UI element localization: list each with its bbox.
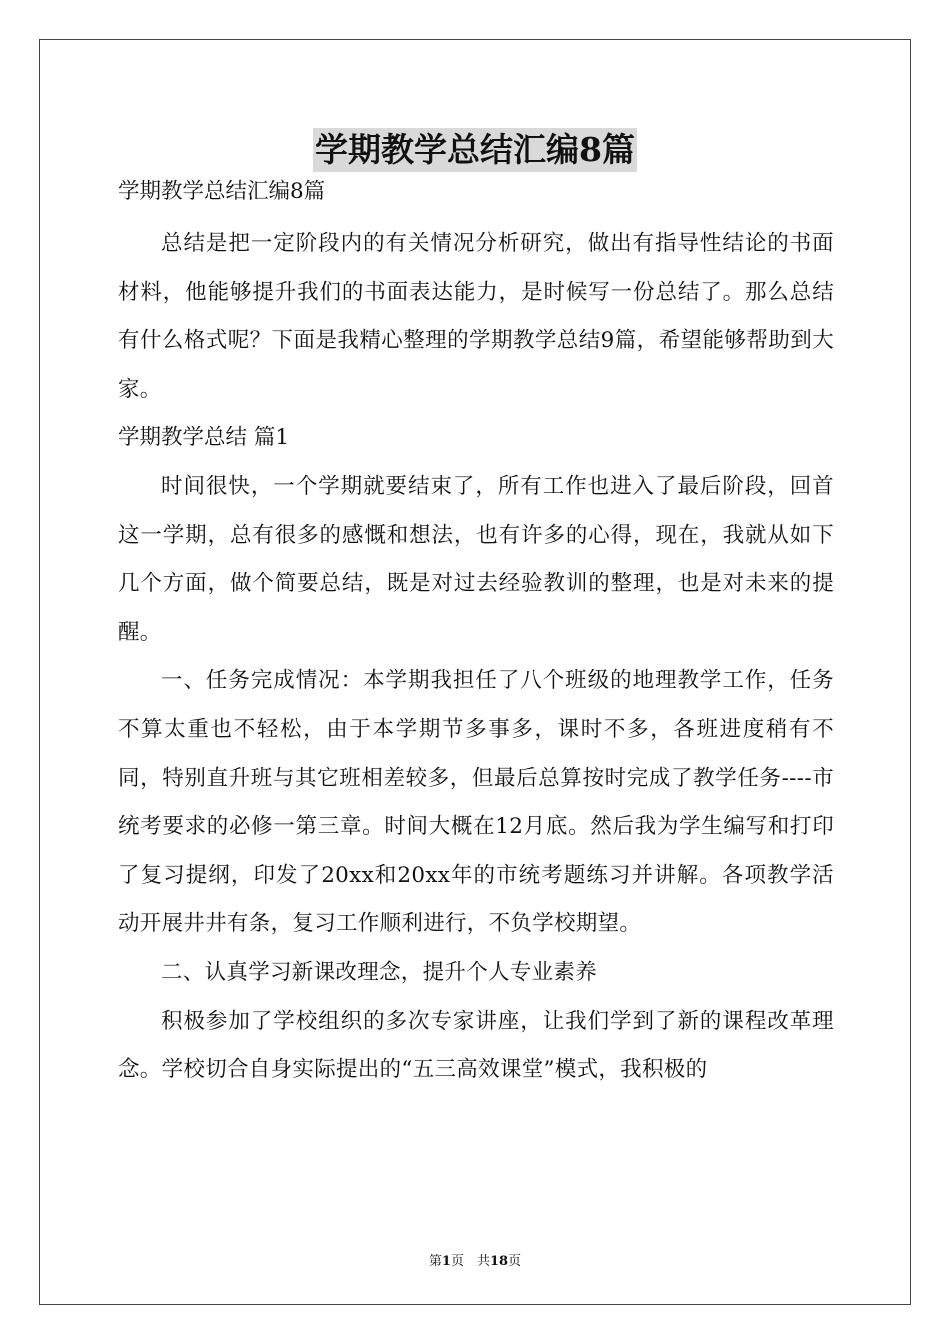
document-subtitle: 学期教学总结汇编8篇: [118, 179, 326, 204]
paragraph-4: 积极参加了学校组织的多次专家讲座，让我们学到了新的课程改革理念。学校切合自身实际提出的“五三高效课堂”模式，我积极的: [118, 1008, 834, 1083]
footer-page-mid: 页 共: [450, 1254, 490, 1269]
paragraph-3: 二、认真学习新课改理念，提升个人专业素养: [161, 959, 598, 985]
footer-page-prefix: 第: [428, 1254, 442, 1269]
footer-page-suffix: 页: [508, 1254, 522, 1269]
intro-paragraph: 总结是把一定阶段内的有关情况分析研究，做出有指导性结论的书面材料，他能够提升我们的书面表达能力，是时候写一份总结了。那么总结有什么格式呢？下面是我精心整理的学期教学总结9篇，希望能够帮助到大家。: [118, 231, 834, 402]
document-title: 学期教学总结汇编8篇: [313, 128, 637, 172]
footer-page-total: 18: [489, 1254, 509, 1269]
title-container: [0, 128, 950, 172]
paragraph-2: 一、任务完成情况：本学期我担任了八个班级的地理教学工作，任务不算太重也不轻松，由于本学期节多事多，课时不多，各班进度稍有不同，特别直升班与其它班相差较多，但最后总算按时完成了教学任务----市统考要求的必修一第三章。时间大概在12月底。然后我为学生编写和打印了复习提纲，印发了20xx和20xx年的市统考题练习并讲解。各项教学活动开展井井有条，复习工作顺利进行，不负学校期望。: [118, 668, 834, 937]
section-heading: 学期教学总结 篇1: [118, 425, 290, 451]
paragraph-1: 时间很快，一个学期就要结束了，所有工作也进入了最后阶段，回首这一学期，总有很多的感慨和想法，也有许多的心得，现在，我就从如下几个方面，做个简要总结，既是对过去经验教训的整理，也是对未来的提醒。: [118, 473, 834, 645]
document-body: [118, 180, 834, 1095]
page-footer: [0, 1250, 950, 1269]
footer-page-current: 1: [441, 1254, 451, 1269]
